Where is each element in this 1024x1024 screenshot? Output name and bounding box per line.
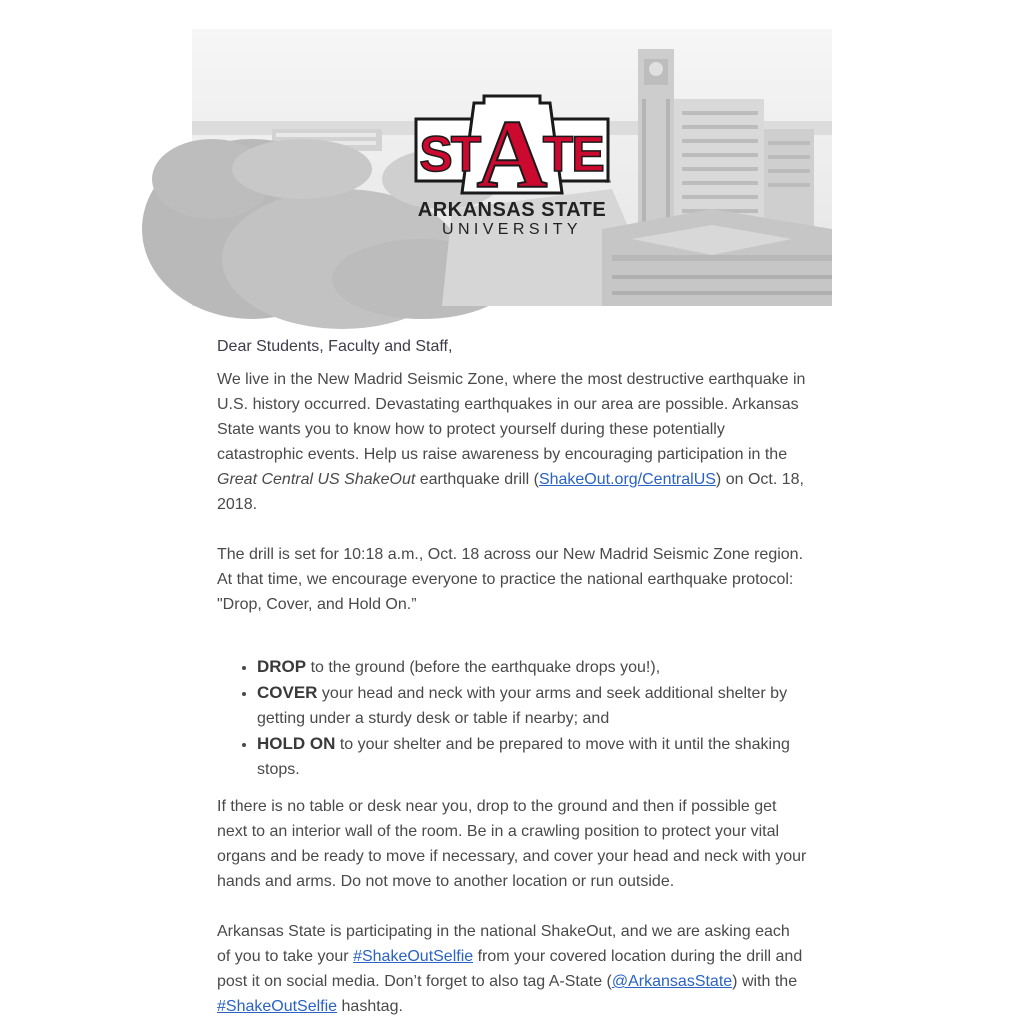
intro-paragraph [217, 367, 807, 517]
shakeout-selfie-hashtag-link-2[interactable]: #ShakeOutSelfie [217, 998, 338, 1015]
logo-trademark: ™ [604, 180, 611, 187]
logo-letter-e: E [571, 126, 605, 182]
selfie-text-1: Arkansas State is participating in the national ShakeOut, and we are asking each of you to take your [217, 923, 790, 965]
protocol-keyword-cover: COVER [257, 683, 318, 702]
logo-letter-t2: T [542, 126, 574, 182]
logo-university-name: ARKANSAS STATE [417, 199, 607, 221]
selfie-text-2: from your covered location during the drill and post it on social media. Don’t forget to also tag A-State ( [217, 948, 803, 990]
selfie-text-4: hashtag. [337, 998, 403, 1015]
state-a-logo-mark [414, 93, 611, 209]
shakeout-link[interactable]: ShakeOut.org/CentralUS [538, 471, 716, 488]
protocol-keyword-hold-on: HOLD ON [257, 734, 336, 753]
logo-university-subtitle: UNIVERSITY [441, 221, 582, 238]
spacer [217, 894, 807, 919]
protocol-text: to the ground (before the earthquake drops you!), [306, 659, 661, 676]
list-item [257, 680, 807, 731]
intro-text: We live in the New Madrid Seismic Zone, where the most destructive earthquake in U.S. history occurred. Devastating earthquakes in our area are possible. Arkansas State wants you to know how to protect yourself during these potentially catastrophic events. Help us raise awareness by encouraging participation in the [217, 371, 806, 463]
logo-letter-s: S [419, 126, 453, 182]
protocol-text: to your shelter and be prepared to move with it until the shaking stops. [257, 736, 790, 778]
intro-text-2: earthquake drill ( [415, 471, 539, 488]
spacer [217, 517, 807, 542]
drill-time-paragraph: The drill is set for 10:18 a.m., Oct. 18 across our New Madrid Seismic Zone region. At that time, we encourage everyone to practice the national earthquake protocol: "Drop, Cover, and Hold On.” [217, 546, 804, 613]
selfie-paragraph [217, 919, 807, 1019]
protocol-list [217, 654, 807, 782]
no-table-paragraph: If there is no table or desk near you, drop to the ground and then if possible get next to an interior wall of the room. Be in a crawling position to protect your vital organs and be ready to move if necessary, and cover your head and neck with your hands and arms. Do not move to another location or run outside. [217, 798, 807, 890]
spacer [217, 617, 807, 654]
spacer [217, 782, 807, 794]
list-item [257, 654, 807, 680]
selfie-text-3: ) with the [732, 973, 798, 990]
email-body [192, 334, 832, 1019]
protocol-text: your head and neck with your arms and seek additional shelter by getting under a sturdy desk or table if nearby; and [257, 685, 788, 727]
arkansas-state-handle-link[interactable]: @ArkansasState [611, 973, 733, 990]
drill-name: Great Central US ShakeOut [217, 471, 416, 488]
list-item [257, 731, 807, 782]
intro-text-3: ) on Oct. 18, 2018. [217, 471, 804, 513]
university-logo [414, 93, 610, 240]
header-banner [192, 29, 832, 306]
logo-letter-a: A [476, 101, 548, 209]
greeting: Dear Students, Faculty and Staff, [217, 338, 453, 355]
protocol-keyword-drop: DROP [257, 657, 307, 676]
logo-letter-t1: T [450, 126, 482, 182]
email-container [192, 29, 832, 1019]
shakeout-selfie-hashtag-link[interactable]: #ShakeOutSelfie [353, 948, 474, 965]
